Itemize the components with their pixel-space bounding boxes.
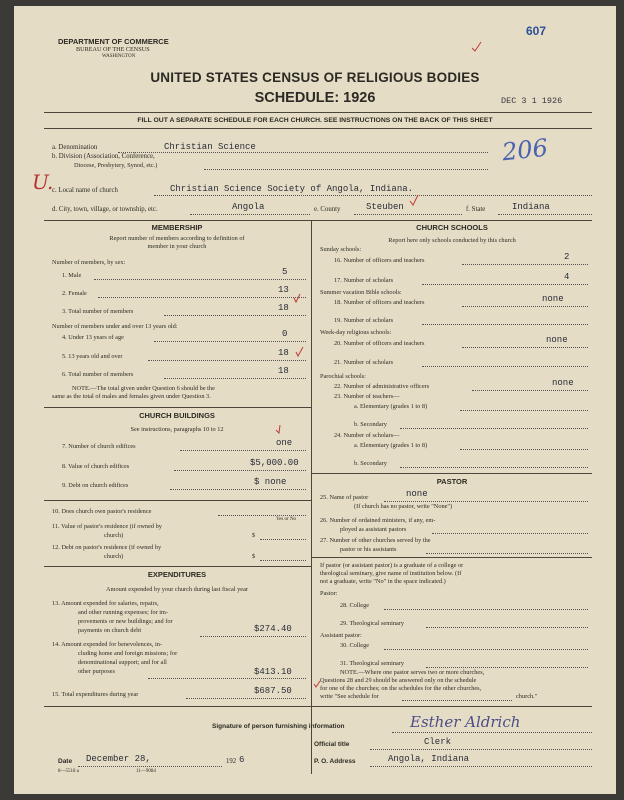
- q9-debt-value: $ none: [254, 477, 287, 487]
- signature-value: Esther Aldrich: [410, 713, 521, 731]
- pastor-note-4: write "See schedule for: [320, 693, 379, 700]
- division-label: b. Division (Association, Conference,: [52, 153, 155, 160]
- assistant-pastor-label: Assistant pastor:: [320, 632, 362, 639]
- summer-schools-heading: Summer vacation Bible schools:: [320, 289, 402, 296]
- year-value: 6: [239, 755, 245, 765]
- q8-label: 8. Value of church edifices: [62, 463, 130, 470]
- q16-label: 16. Number of officers and teachers: [334, 257, 425, 264]
- q8-value-amount: $5,000.00: [250, 458, 299, 468]
- members-by-age-heading: Number of members under and over 13 years old:: [52, 323, 178, 330]
- expenditures-heading: EXPENDITURES: [147, 570, 207, 579]
- q2-label: 2. Female: [62, 290, 87, 297]
- census-schedule-page: [14, 6, 616, 794]
- check-mark-header: [472, 42, 481, 51]
- q17-label: 17. Number of scholars: [334, 277, 394, 284]
- q2-female-value: 13: [278, 285, 289, 295]
- q24b-label: b. Secondary: [354, 460, 387, 467]
- q14-label-2: cluding home and foreign missions; for: [78, 650, 178, 657]
- schedule-year: SCHEDULE: 1926: [254, 90, 376, 106]
- q25-note: (If church has no pastor, write "None"): [354, 503, 453, 510]
- date-value: December 28,: [86, 754, 151, 764]
- q26-label-2: ployed as assistant pastors: [340, 526, 407, 533]
- q24-label: 24. Number of scholars—: [334, 432, 400, 439]
- q11-label-2: church): [104, 532, 124, 539]
- q4-under13-value: 0: [282, 329, 288, 339]
- schools-sub: Report here only schools conducted by this church: [388, 237, 516, 244]
- buildings-sub: See instructions, paragraphs 10 to 12: [130, 426, 224, 433]
- division-label-2: Diocese, Presbytery, Synod, etc.): [74, 162, 158, 169]
- q25-label: 25. Name of pastor: [320, 494, 369, 501]
- red-check-marks: [14, 6, 616, 794]
- q1-male-value: 5: [282, 267, 288, 277]
- q5-over13-value: 18: [278, 348, 289, 358]
- q14-benevolences-value: $413.10: [254, 667, 292, 677]
- handwritten-number: 206: [500, 133, 550, 167]
- q12-label-2: church): [104, 553, 124, 560]
- q18-label: 18. Number of officers and teachers: [334, 299, 425, 306]
- q6-label: 6. Total number of members: [62, 371, 134, 378]
- q14-label-1: 14. Amount expended for benevolences, in-: [52, 641, 162, 648]
- state-value: Indiana: [512, 202, 550, 212]
- sunday-schools-heading: Sunday schools:: [320, 246, 362, 253]
- membership-note-2: same as the total of males and females given under Question 3.: [52, 393, 211, 400]
- q6-total-value: 18: [278, 366, 289, 376]
- q23b-label: b. Secondary: [354, 421, 387, 428]
- q14-label-3: denominational support; and for all: [78, 659, 167, 666]
- po-address-value: Angola, Indiana: [388, 754, 470, 764]
- q21-label: 21. Number of scholars: [334, 359, 394, 366]
- q13-label-2: and other running expenses; for im-: [78, 609, 169, 616]
- q9-label: 9. Debt on church edifices: [62, 482, 129, 489]
- department-label: DEPARTMENT OF COMMERCE: [58, 37, 169, 46]
- membership-heading: MEMBERSHIP: [151, 223, 203, 232]
- q27-label-2: pastor or his assistants: [340, 546, 397, 553]
- form-number-2: 11—9084: [136, 769, 156, 774]
- q15-label: 15. Total expenditures during year: [52, 691, 139, 698]
- pastor-sub-label: Pastor:: [320, 590, 338, 597]
- q3-label: 3. Total number of members: [62, 308, 134, 315]
- q26-label-1: 26. Number of ordained ministers, if any, em-: [320, 517, 436, 524]
- denomination-value: Christian Science: [164, 142, 256, 152]
- date-label: Date: [58, 758, 73, 765]
- q7-edifices-value: one: [276, 438, 293, 448]
- q17-scholars-value: 4: [564, 272, 570, 282]
- graduate-instruction-1: If pastor (or assistant pastor) is a graduate of a college or: [320, 562, 464, 569]
- pastor-note-5: church.": [516, 693, 538, 700]
- q7-label: 7. Number of church edifices: [62, 443, 136, 450]
- graduate-instruction-3: not a graduate, write "No" in the space indicated.): [320, 578, 446, 585]
- official-title-value: Clerk: [424, 737, 452, 747]
- pastor-note-3: for one of the churches; on the schedules for the other churches,: [320, 685, 482, 692]
- q11-label: 11. Value of pastor's residence (if owned by: [52, 523, 162, 530]
- received-date-stamp: DEC 3 1 1926: [501, 96, 563, 106]
- q22-label: 22. Number of administrative officers: [334, 383, 430, 390]
- q5-label: 5. 13 years old and over: [62, 353, 123, 360]
- city-label: WASHINGTON: [102, 54, 136, 59]
- denomination-label: a. Denomination: [52, 144, 98, 151]
- pastor-note-2: Questions 28 and 29 should be answered only on the schedule: [320, 677, 477, 684]
- instruction-banner: FILL OUT A SEPARATE SCHEDULE FOR EACH CHURCH. SEE INSTRUCTIONS ON THE BACK OF THIS SHEET: [137, 117, 493, 124]
- q31-label: 31. Theological seminary: [340, 660, 405, 667]
- q13-label-1: 13. Amount expended for salaries, repairs,: [52, 600, 159, 607]
- county-value: Steuben: [366, 202, 404, 212]
- check-mark-female: [294, 294, 300, 302]
- q4-label: 4. Under 13 years of age: [62, 334, 124, 341]
- schools-heading: CHURCH SCHOOLS: [416, 223, 488, 232]
- schedule-number: 607: [526, 24, 547, 38]
- q13-label-4: payments on church debt: [78, 627, 142, 634]
- check-mark-county: [410, 195, 418, 205]
- county-label: e. County: [314, 206, 341, 213]
- q27-label-1: 27. Number of other churches served by the: [320, 537, 431, 544]
- q30-label: 30. College: [340, 642, 370, 649]
- q19-label: 19. Number of scholars: [334, 317, 394, 324]
- buildings-heading: CHURCH BUILDINGS: [139, 411, 215, 420]
- margin-mark: U.: [32, 170, 54, 194]
- members-by-sex-heading: Number of members, by sex:: [52, 259, 126, 266]
- po-address-label: P. O. Address: [314, 758, 356, 765]
- q23-label: 23. Number of teachers—: [334, 393, 400, 400]
- q11-dollar: $: [252, 532, 256, 539]
- check-mark-over13: [296, 347, 303, 356]
- q28-label: 28. College: [340, 602, 370, 609]
- q25-pastor-name-value: none: [406, 489, 428, 499]
- graduate-instruction-2: theological seminary, give name of institution below. (If: [320, 570, 462, 577]
- form-number: 8—5518 a: [58, 769, 79, 774]
- membership-intro-2: member in your church: [147, 243, 207, 250]
- q1-label: 1. Male: [62, 272, 82, 279]
- q12-dollar: $: [252, 553, 256, 560]
- q29-label: 29. Theological seminary: [340, 620, 405, 627]
- q10-label: 10. Does church own pastor's residence: [52, 508, 152, 515]
- q20-officers-teachers-value: none: [546, 335, 568, 345]
- pastor-note-1: NOTE.—Where one pastor serves two or more churches,: [340, 669, 485, 676]
- state-label: f. State: [466, 206, 486, 213]
- local-name-label: c. Local name of church: [52, 187, 118, 194]
- membership-note-1: NOTE.—The total given under Question 6 should be the: [72, 385, 215, 392]
- city-town-value: Angola: [232, 202, 265, 212]
- bureau-label: BUREAU OF THE CENSUS: [76, 46, 150, 53]
- pastor-heading: PASTOR: [436, 477, 468, 486]
- q22-administrative-officers-value: none: [552, 378, 574, 388]
- local-name-value: Christian Science Society of Angola, Indiana.: [170, 184, 414, 194]
- q13-running-expenses-value: $274.40: [254, 624, 292, 634]
- membership-intro-1: Report number of members according to definition of: [109, 235, 245, 242]
- form-title: UNITED STATES CENSUS OF RELIGIOUS BODIES: [150, 70, 480, 85]
- yes-no-hint: Yes or No: [276, 517, 297, 522]
- q16-officers-teachers-value: 2: [564, 252, 570, 262]
- q14-label-4: other purposes: [78, 668, 115, 675]
- year-prefix: 192: [226, 758, 237, 765]
- city-town-label: d. City, town, village, or township, etc.: [52, 206, 158, 213]
- expenditures-sub: Amount expended by your church during last fiscal year: [106, 586, 248, 593]
- check-mark-edifices: [276, 425, 280, 433]
- signature-label: Signature of person furnishing information: [212, 723, 345, 730]
- q13-label-3: provements or new buildings; and for: [78, 618, 173, 625]
- q18-officers-teachers-value: none: [542, 294, 564, 304]
- q12-label: 12. Debt on pastor's residence (if owned by: [52, 544, 162, 551]
- q15-total-expenditures-value: $687.50: [254, 686, 292, 696]
- check-mark-total: [314, 681, 320, 687]
- q3-total-value: 18: [278, 303, 289, 313]
- q24a-label: a. Elementary (grades 1 to 8): [354, 442, 428, 449]
- official-title-label: Official title: [314, 741, 350, 748]
- q20-label: 20. Number of officers and teachers: [334, 340, 425, 347]
- parochial-schools-heading: Parochial schools:: [320, 373, 366, 380]
- q23a-label: a. Elementary (grades 1 to 8): [354, 403, 428, 410]
- weekday-schools-heading: Week-day religious schools:: [320, 329, 392, 336]
